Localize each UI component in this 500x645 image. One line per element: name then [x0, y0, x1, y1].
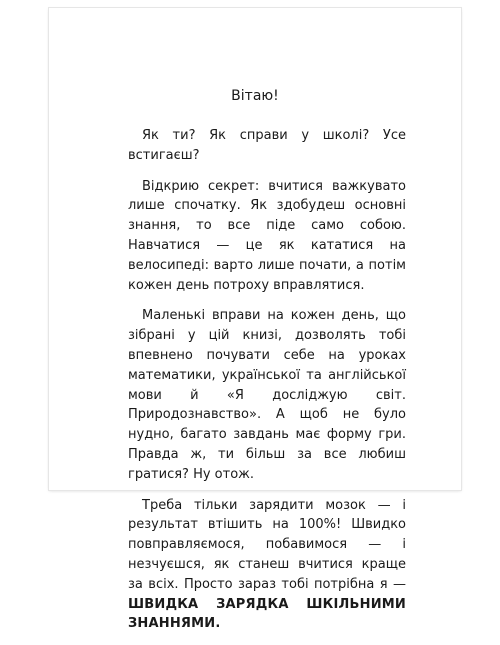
closing-text: Треба тільки зарядити мозок — і результат втішить на 100%! Швидко повправляємося, побавимося — і незчуєшся, як станеш вчитися краще за всіх. Просто зараз тобі потрібна я —: [128, 497, 406, 592]
paragraph-3: Маленькі вправи на кожен день, що зібрані у цій книзі, дозволять тобі впевнено почувати себе на уроках математики, української та англійської мови й «Я досліджую світ. Природознавство». А щоб не було нудно, багато завдань має форму гри. Правда ж, ти більш за все любиш гратися? Ну отож.: [128, 308, 406, 482]
paragraph-4: [128, 496, 406, 635]
body-text: [128, 126, 406, 645]
paragraph-2: Відкрию секрет: вчитися важкувато лише спочатку. Як здобудеш основні знання, то все піде само собою. Навчатися — це як кататися на велосипеді: варто лише почати, а потім кожен день потроху вправлятися.: [128, 178, 406, 293]
book-page: [49, 8, 461, 632]
book-title-emphasis: ШВИДКА ЗАРЯДКА ШКІЛЬНИМИ ЗНАННЯМИ.: [128, 596, 406, 632]
greeting-heading: Вітаю!: [231, 88, 279, 104]
paragraph-1: Як ти? Як справи у школі? Усе встигаєш?: [128, 128, 406, 163]
